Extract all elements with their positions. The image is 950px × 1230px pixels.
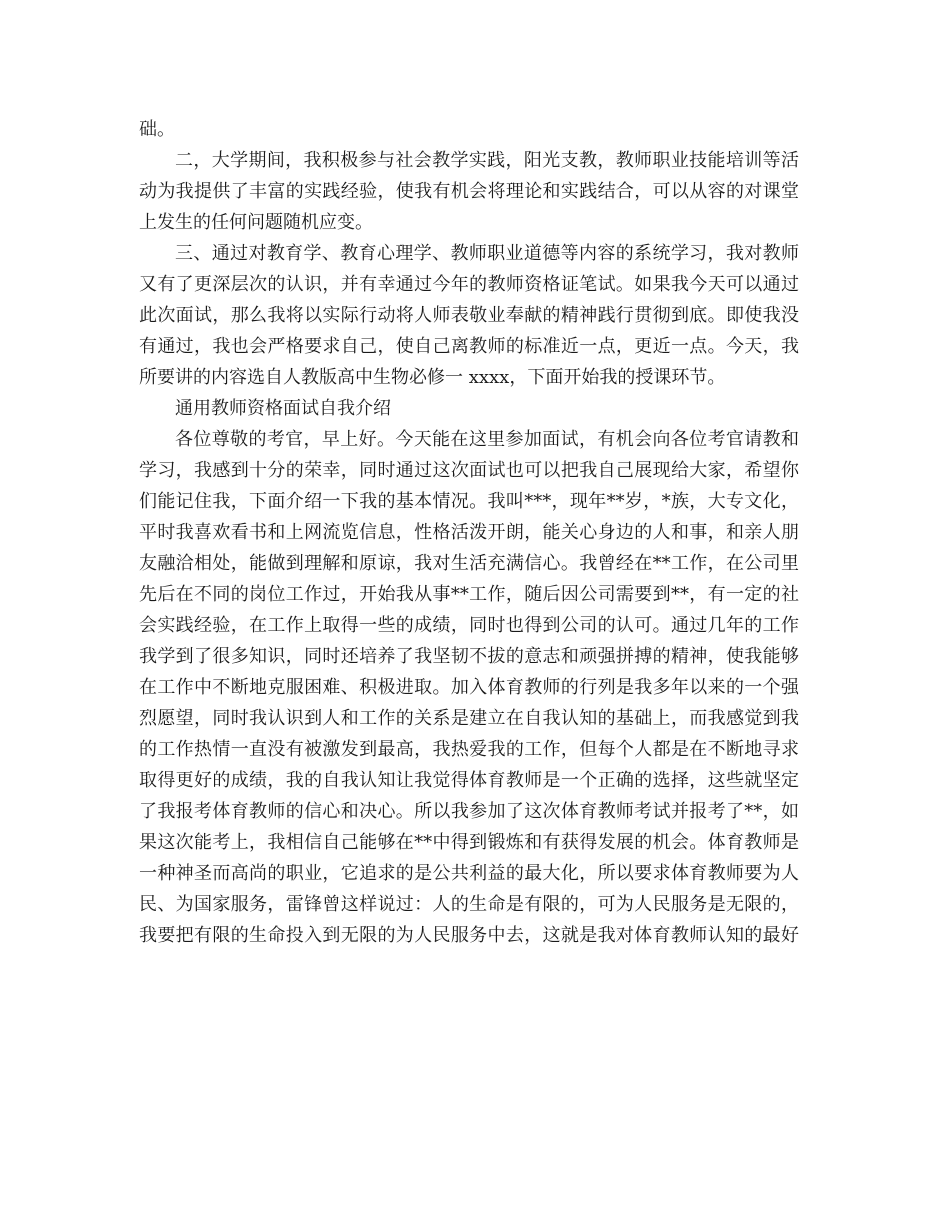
text-line: 我学到了很多知识，同时还培养了我坚韧不拔的意志和顽强拼搏的精神，使我能够 — [139, 646, 799, 667]
paragraph-first-line: 三、通过对教育学、教育心理学、教师职业道德等内容的系统学习，我对教师 — [175, 243, 799, 264]
paragraph-first-line: 二，大学期间，我积极参与社会教学实践，阳光支教，教师职业技能培训等活 — [175, 150, 799, 171]
text-line: 动为我提供了丰富的实践经验，使我有机会将理论和实践结合，可以从容的对课堂 — [139, 181, 799, 202]
text-line: 民、为国家服务，雷锋曾这样说过：人的生命是有限的，可为人民服务是无限的， — [139, 894, 799, 915]
text-line: 在工作中不断地克服困难、积极进取。加入体育教师的行列是我多年以来的一个强 — [139, 677, 799, 698]
text-line: 的工作热情一直没有被激发到最高，我热爱我的工作，但每个人都是在不断地寻求 — [139, 739, 799, 760]
text-line: 又有了更深层次的认识，并有幸通过今年的教师资格证笔试。如果我今天可以通过 — [139, 274, 799, 295]
text-line: 先后在不同的岗位工作过，开始我从事**工作，随后因公司需要到**，有一定的社 — [139, 584, 799, 605]
text-line: 会实践经验，在工作上取得一些的成绩，同时也得到公司的认可。通过几年的工作 — [139, 615, 799, 636]
text-line: 友融洽相处，能做到理解和原谅，我对生活充满信心。我曾经在**工作，在公司里 — [139, 553, 799, 574]
text-line: 烈愿望，同时我认识到人和工作的关系是建立在自我认知的基础上，而我感觉到我 — [139, 708, 799, 729]
text-line: 我要把有限的生命投入到无限的为人民服务中去，这就是我对体育教师认知的最好 — [139, 925, 799, 946]
text-line: 平时我喜欢看书和上网流览信息，性格活泼开朗，能关心身边的人和事，和亲人朋 — [139, 522, 799, 543]
text-line: 础。 — [139, 119, 175, 140]
paragraph-first-line: 通用教师资格面试自我介绍 — [175, 398, 391, 419]
text-line: 所要讲的内容选自人教版高中生物必修一 xxxx，下面开始我的授课环节。 — [139, 367, 726, 388]
text-line: 果这次能考上，我相信自己能够在**中得到锻炼和有获得发展的机会。体育教师是 — [139, 832, 799, 853]
text-line: 们能记住我，下面介绍一下我的基本情况。我叫***，现年**岁，*族，大专文化， — [139, 491, 799, 512]
text-line: 此次面试，那么我将以实际行动将人师表敬业奉献的精神践行贯彻到底。即使我没 — [139, 305, 799, 326]
paragraph-first-line: 各位尊敬的考官，早上好。今天能在这里参加面试，有机会向各位考官请教和 — [175, 429, 799, 450]
text-line: 学习，我感到十分的荣幸，同时通过这次面试也可以把我自己展现给大家，希望你 — [139, 460, 799, 481]
text-line: 了我报考体育教师的信心和决心。所以我参加了这次体育教师考试并报考了**，如 — [139, 801, 799, 822]
text-line: 一种神圣而高尚的职业，它追求的是公共利益的最大化，所以要求体育教师要为人 — [139, 863, 799, 884]
text-line: 取得更好的成绩，我的自我认知让我觉得体育教师是一个正确的选择，这些就坚定 — [139, 770, 799, 791]
text-line: 上发生的任何问题随机应变。 — [139, 212, 373, 233]
document-body — [139, 114, 799, 951]
text-line: 有通过，我也会严格要求自己，使自己离教师的标准近一点，更近一点。今天，我 — [139, 336, 799, 357]
